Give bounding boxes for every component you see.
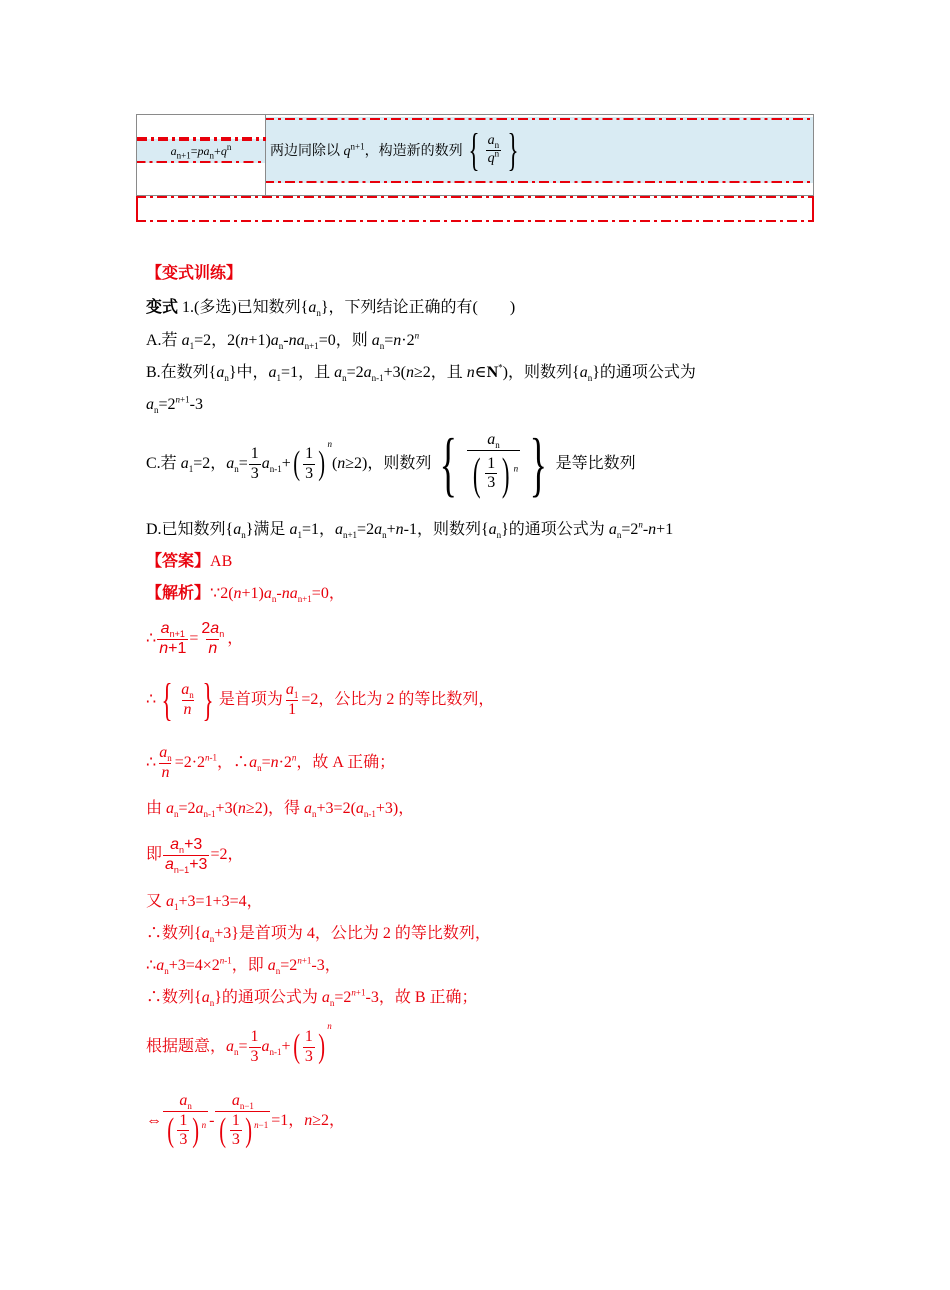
analysis-line-12: ⇔ $a_n$ ( $\frac{1}{3}$ ) $^n$ - $a_{n-1}$ ( $\frac{1}{3}$ ) $^{n-1}$ =1，n≥2，	[146, 1092, 346, 1149]
table-cell-method: 两边同除以 $q^{n+1}$，构造新的数列 { $\frac{a_n}{q^n}$ }	[266, 117, 813, 183]
highlight-box	[136, 196, 814, 222]
analysis-line-11: 根据题意，$a_n=$ $\frac{1}{3}$ $a_{n-1}+$ ( $\frac{1}{3}$ ) n	[146, 1021, 332, 1065]
analysis-line-6: 即 $\frac{a_n+3}{a_{n-1}+3}$ =2，	[146, 836, 244, 875]
question-stem: 变式 1.(多选)已知数列$\{a_n\}$，下列结论正确的有( )	[146, 299, 516, 319]
table-cell-recurrence: $a_{n+1}=pa_n+q^n$	[137, 139, 265, 163]
option-b-cont: $a_n=2^{n+1}-3$	[146, 394, 203, 416]
option-d: D.已知数列$\{a_n\}$满足 $a_1=1$，$a_{n+1}=2a_n+n-1$，则数列$\{a_n\}$的通项公式为 $a_n=2^n-n+1$	[146, 519, 674, 541]
option-b: B.在数列$\{a_n\}$中，$a_1=1$，且 $a_n=2a_{n-1}+3(n\ge 2$，且 n∈N*)，则数列$\{a_n\}$的通项公式为	[146, 362, 696, 384]
analysis-line-10: ∴数列$\{a_n\}$的通项公式为 $a_n=2^{n+1}-3$，故 B 正确；	[146, 987, 478, 1009]
option-a: A.若 $a_1=2$，$2(n+1)a_n-na_{n+1}=0$，则 $a_n=n\cdot 2^n$	[146, 330, 420, 352]
option-c: C.若 $a_1=2$，$a_n=$ $\frac{1}{3}$ $a_{n-1}+$ ( $\frac{1}{3}$ ) n (n≥2)，则数列 { $a_n$ ( $\frac{1}{3}$ ) $^n$ } 是等比数列	[146, 424, 636, 504]
section-title: 【变式训练】	[146, 265, 243, 282]
analysis-line-5: 由 $a_n=2a_{n-1}+3(n\ge 2)$，得 $a_n+3=2(a_{n-1}+3)$，	[146, 800, 415, 820]
analysis-line-9: $\therefore a_n+3=4\times 2^{n-1}$，即 $a_n=2^{n+1}-3$，	[146, 955, 341, 977]
answer: 【答案】AB	[146, 553, 233, 570]
analysis-line-2: ∴ $\frac{a_{n+1}}{n+1}$ = $\frac{2a_n}{n}$ ，	[146, 620, 244, 657]
analysis-line-7: 又 $a_1+3=1+3=4$，	[146, 893, 263, 913]
analysis-line-3: ∴ { $\frac{a_n}{n}$ } 是首项为 $\frac{a_1}{1}$ =2，公比为 2 的等比数列，	[146, 674, 495, 725]
method-table	[136, 114, 814, 196]
analysis-line-8: ∴数列$\{a_n+3\}$是首项为 4，公比为 2 的等比数列，	[146, 925, 491, 945]
analysis-line-1: 【解析】$\because 2(n+1)a_n-na_{n+1}=0$，	[146, 585, 345, 605]
analysis-line-4: ∴ $\frac{a_n}{n}$ $=2\cdot 2^{n-1}$，$\therefore a_n=n\cdot 2^n$，故 A 正确；	[146, 744, 396, 781]
